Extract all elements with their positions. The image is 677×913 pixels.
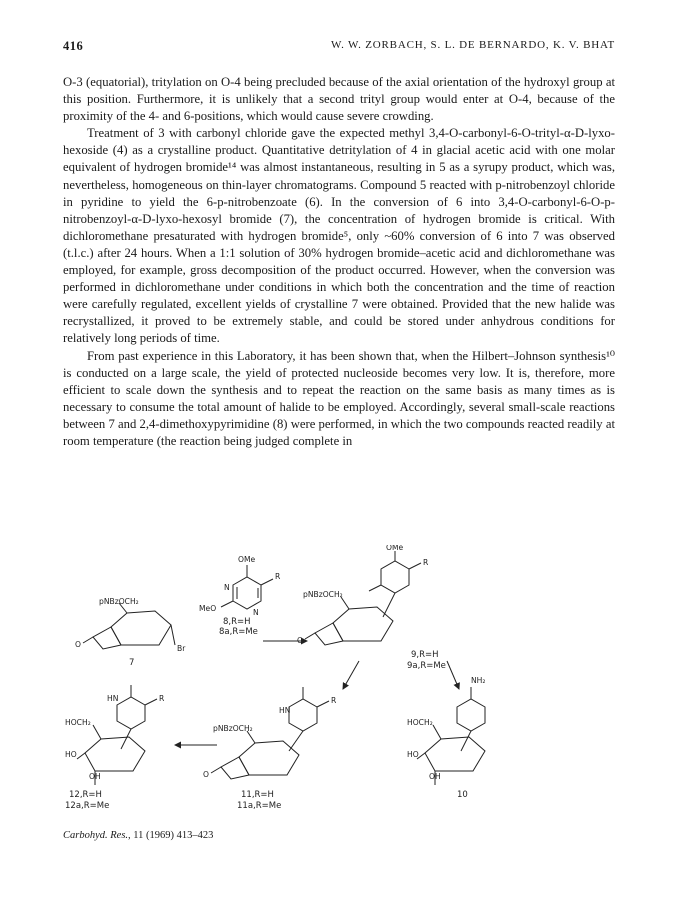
label-hn-11: HN — [279, 706, 291, 715]
label-pnbz-11: pNBzOCH₂ — [213, 724, 253, 733]
label-ome-8: OMe — [238, 555, 256, 564]
sugar-ring-12 — [77, 725, 145, 785]
scheme-drawing — [63, 545, 615, 815]
pyrimidine-ring-10 — [457, 687, 485, 751]
citation-footer — [63, 830, 213, 841]
label-r-8: R — [275, 572, 281, 581]
sugar-ring-9 — [305, 597, 393, 645]
compound-11a-label: 11a,R=Me — [237, 801, 282, 811]
sugar-ring-11 — [211, 731, 299, 779]
label-r-12: R — [159, 694, 165, 703]
label-hoch2-12: HOCH₂ — [65, 718, 91, 727]
label-o-9: O — [297, 636, 303, 645]
compound-9a-label: 9a,R=Me — [407, 661, 446, 671]
label-nh2-10: NH₂ — [471, 676, 486, 685]
paragraph-2: Treatment of 3 with carbonyl chloride gave the expected methyl 3,4-O-carbonyl-6-O-trityl-α-D-lyxo-hexoside (4) as a crystalline product. Quantitative detritylation of 4 in glacial acetic acid with one molar equivalent of hydrogen bromide¹⁴ was almost instantaneous, resulting in 5 as a syrupy product, which was, nevertheless, homogeneous on thin-layer chromatograms. Compound 5 reacted with p-nitrobenzoyl chloride in pyridine to yield the 6-p-nitrobenzoate (6). In the conversion of 6 into 3,4-O-carbonyl-6-O-p-nitrobenzoyl-α-D-lyxo-hexosyl bromide (7), the concentration of hydrogen bromide is critical. With dichloromethane presaturated with hydrogen bromide⁵, only ~60% conversion of 6 into 7 was observed (t.l.c.) after 24 hours. When a 1:1 solution of 30% hydrogen bromide–acetic acid and dichloromethane was employed, for example, gross decomposition of the product occurred. However, when the conversion was performed in dichloromethane under conditions in which both the concentration and the time of reaction were carefully regulated, excellent yields of crystalline 7 were obtained. Provided that the new halide was recrystallized, it proved to be extremely stable, and could be stored under anhydrous conditions for relatively long periods of time. — [63, 126, 615, 346]
article-body — [63, 74, 615, 450]
running-header — [63, 39, 615, 59]
journal-citation: 11 (1969) 413–423 — [133, 830, 214, 841]
compound-7-label: 7 — [129, 658, 135, 668]
paragraph-1: O-3 (equatorial), tritylation on O-4 being precluded because of the axial orientation of the hydroxyl group at this position. Furthermore, it is unlikely that a second trityl group would enter at O-4, because of the proximity of the 4- and 6-positions, which would cause severe crowding. — [63, 75, 615, 124]
compound-11-label: 11,R=H — [241, 790, 274, 800]
label-r-9: R — [423, 558, 429, 567]
compound-8a-label: 8a,R=Me — [219, 627, 258, 637]
arrow-9-to-11 — [343, 661, 359, 689]
compound-10-label: 10 — [457, 790, 468, 800]
pyrimidine-ring-12 — [117, 685, 157, 749]
compound-8-label: 8,R=H — [223, 617, 251, 627]
paragraph-3: From past experience in this Laboratory, it has been shown that, when the Hilbert–Johnson synthesis¹⁰ is conducted on a large scale, the yield of protected nucleoside becomes very low. It is, therefore, more efficient to scale down the synthesis and to repeat the reaction on the same basis as many times as is necessary to consume the total amount of halide to be employed. Accordingly, several small-scale reactions between 7 and 2,4-dimethoxypyrimidine (8) were performed, in which the two compounds reacted readily at room temperature (the reaction being judged complete in — [63, 348, 615, 448]
label-oh-10: OH — [429, 772, 441, 781]
sugar-ring-10 — [417, 725, 485, 785]
sugar-ring-7 — [83, 603, 175, 649]
label-r-11: R — [331, 696, 337, 705]
label-meo-8: MeO — [199, 604, 217, 613]
label-n2-8: N — [253, 608, 259, 617]
label-hoch2-10: HOCH₂ — [407, 718, 433, 727]
label-hn-12: HN — [107, 694, 119, 703]
label-ho-10: HO — [407, 750, 419, 759]
label-oh-12: OH — [89, 772, 101, 781]
compound-12a-label: 12a,R=Me — [65, 801, 110, 811]
label-ho-12: HO — [65, 750, 77, 759]
label-pnbz-7: pNBzOCH₂ — [99, 597, 139, 606]
label-o-7: O — [75, 640, 81, 649]
label-n-8: N — [224, 583, 230, 592]
label-pnbz-9: pNBzOCH₂ — [303, 590, 343, 599]
label-br-7: Br — [177, 644, 186, 653]
page-number: 416 — [63, 39, 84, 53]
compound-12-label: 12,R=H — [69, 790, 102, 800]
compound-9-label: 9,R=H — [411, 650, 439, 660]
label-ome-9: OMe — [386, 545, 404, 552]
label-o-11: O — [203, 770, 209, 779]
journal-name: Carbohyd. Res., — [63, 830, 131, 841]
reaction-scheme — [63, 545, 615, 815]
pyrimidine-ring-11 — [289, 687, 329, 751]
arrow-9-to-10 — [447, 661, 459, 689]
author-line: W. W. ZORBACH, S. L. DE BERNARDO, K. V. BHAT — [330, 39, 615, 51]
